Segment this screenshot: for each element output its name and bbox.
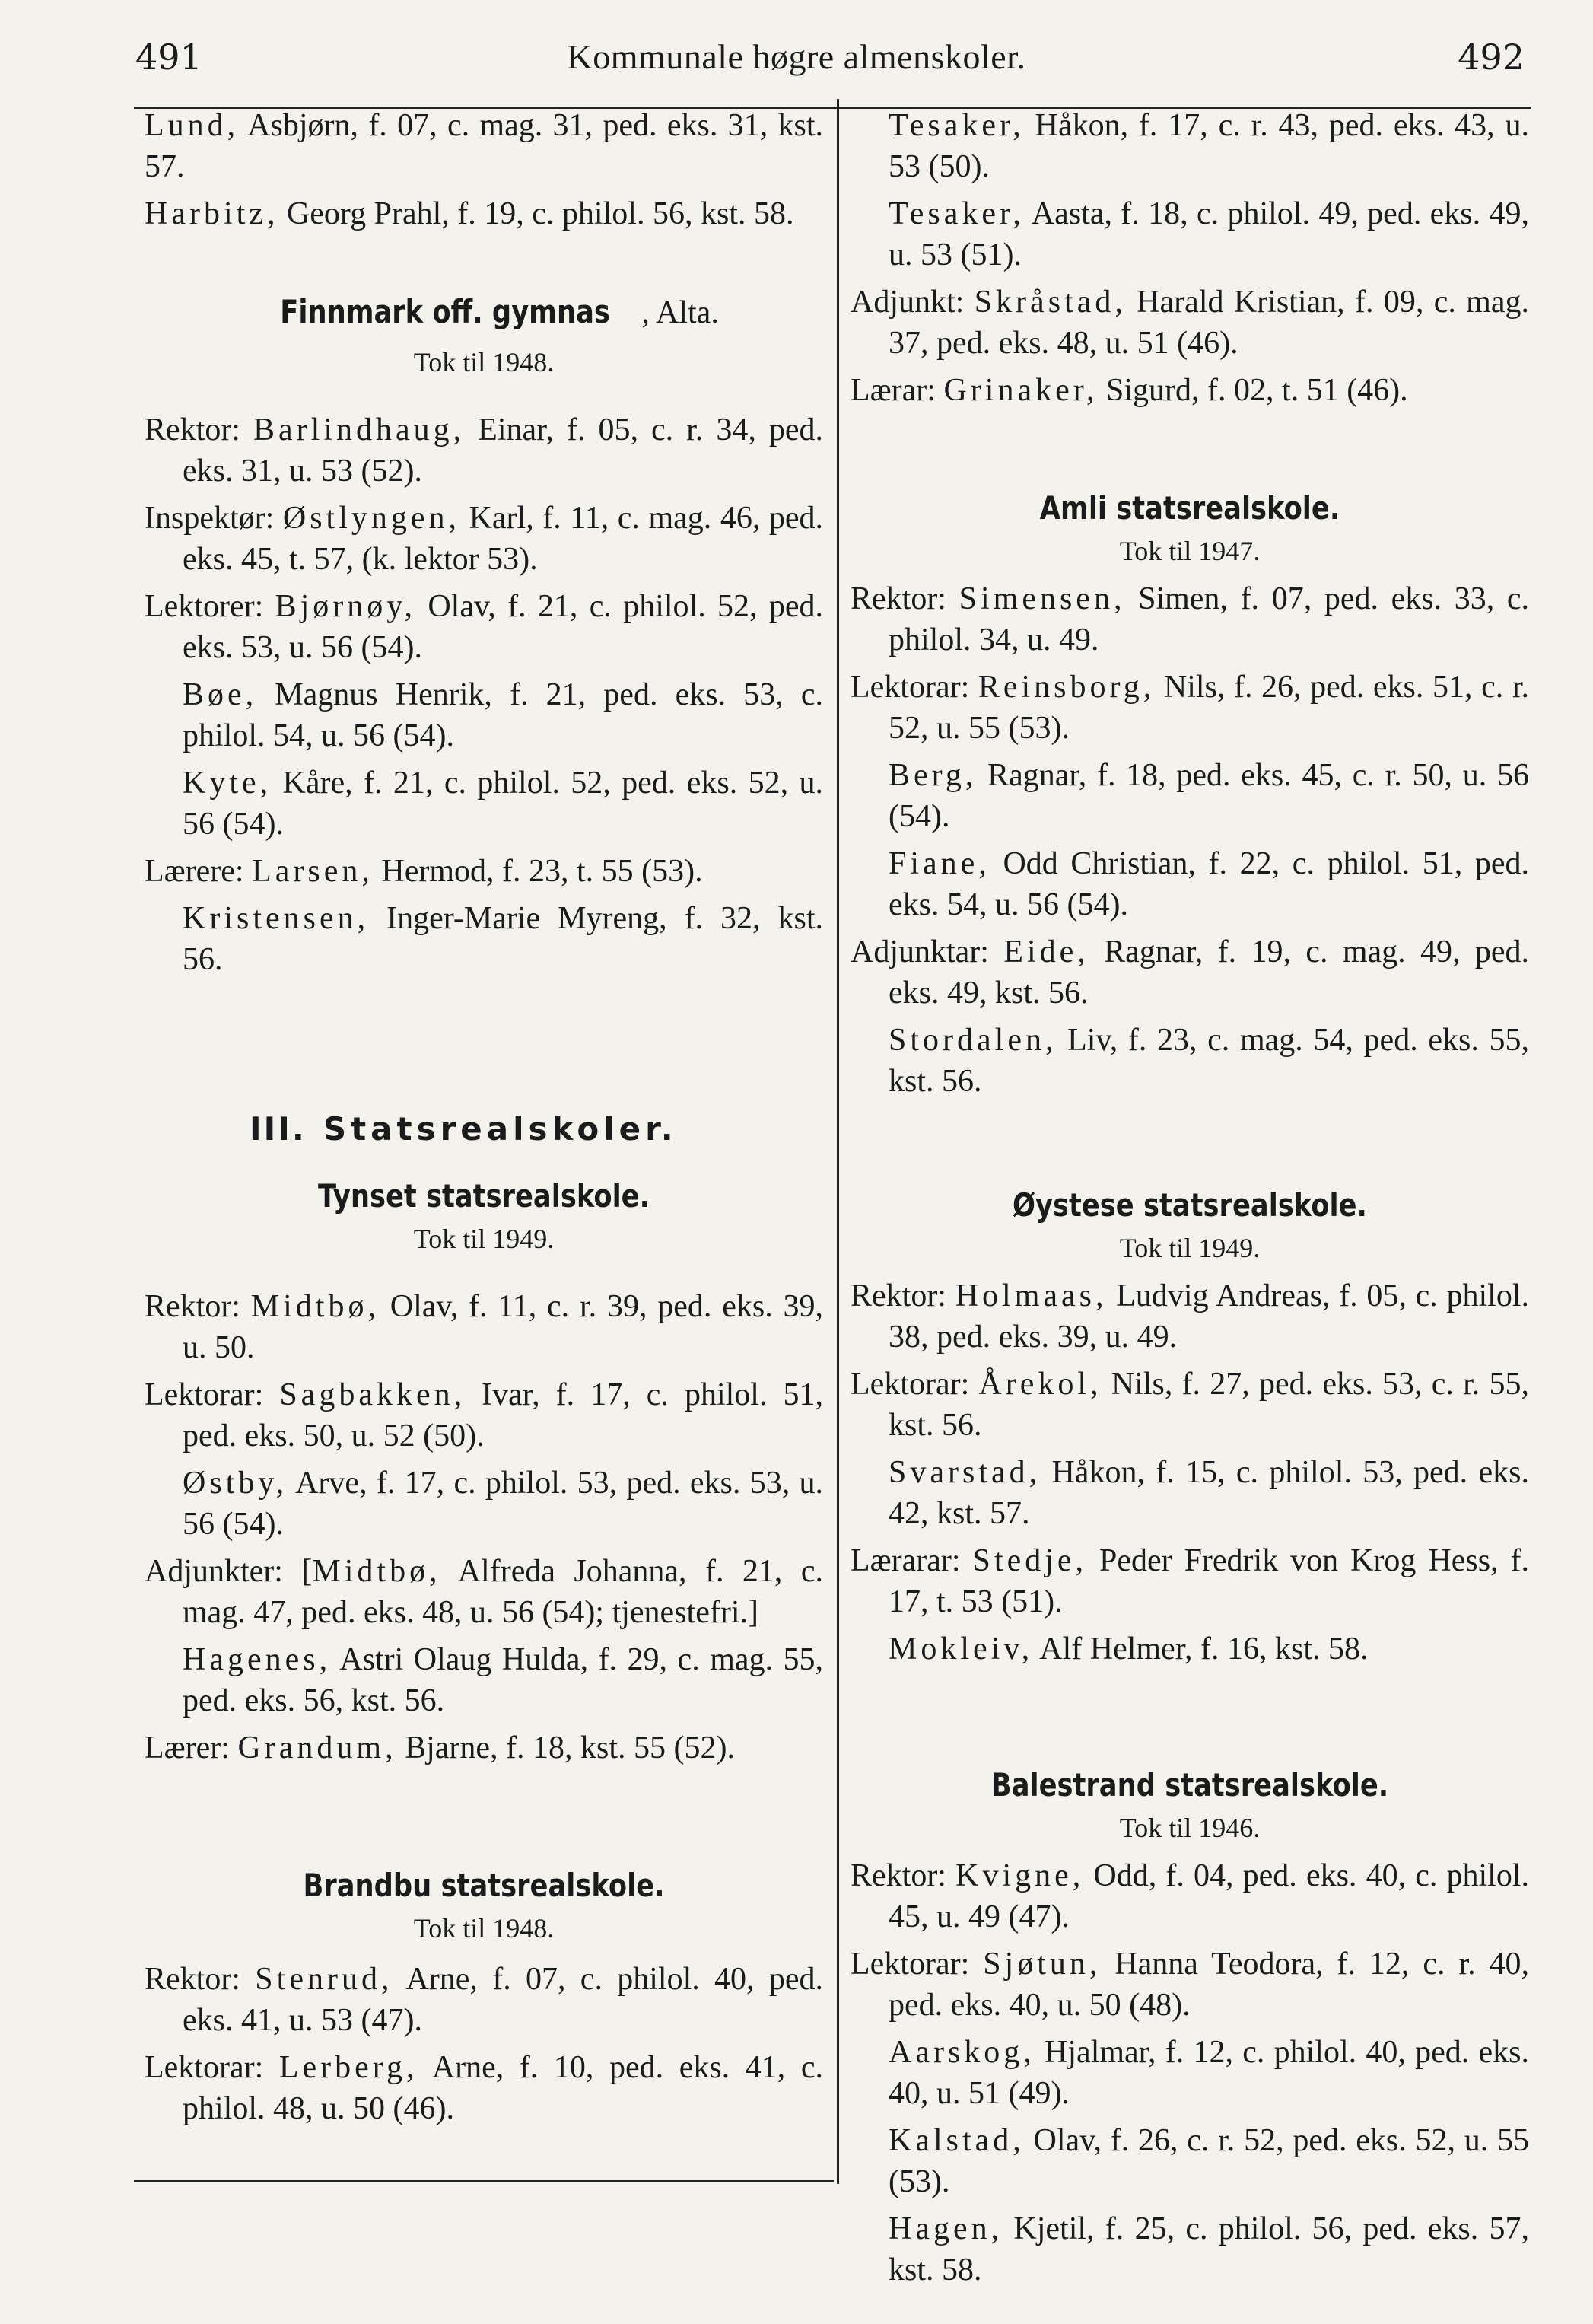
staff-entry xyxy=(851,1275,1529,1358)
entry-surname: Grinaker, xyxy=(943,373,1099,408)
running-title: Kommunale høgre almenskoler. xyxy=(567,37,1026,76)
entry-surname: Fiane, xyxy=(889,846,990,881)
entry-details: Håkon, f. 17, c. r. 43, ped. eks. 43, u. 53 (50). xyxy=(889,108,1529,184)
staff-entry xyxy=(851,193,1529,275)
left-top-entries xyxy=(145,105,823,234)
entry-role: Lektorar: xyxy=(851,1367,979,1402)
staff-entry xyxy=(145,1639,823,1721)
entry-surname: Holmaas, xyxy=(955,1278,1108,1313)
entry-details: Nils, f. 26, ped. eks. 51, c. r. 52, u. 55 (53). xyxy=(889,670,1529,746)
entry-surname: Kvigne, xyxy=(955,1858,1085,1893)
entry-surname: Berg, xyxy=(889,758,978,793)
staff-entry xyxy=(851,282,1529,364)
school-amli xyxy=(851,487,1529,1102)
entry-surname: Midtbø, xyxy=(250,1289,380,1324)
entry-surname: Bøe, xyxy=(183,677,258,712)
entry-role: Rektor: xyxy=(851,581,959,616)
entry-details: Alf Helmer, f. 16, kst. 58. xyxy=(1033,1632,1369,1667)
staff-entry xyxy=(145,1286,823,1368)
page-header xyxy=(0,30,1593,99)
entry-surname: Larsen, xyxy=(252,854,374,889)
entry-details: Magnus Henrik, f. 21, ped. eks. 53, c. philol. 54, u. 56 (54). xyxy=(183,677,823,753)
staff-entry xyxy=(145,1727,823,1768)
entry-details: Asbjørn, f. 07, c. mag. 31, ped. eks. 31, kst. 57. xyxy=(145,108,823,184)
entry-surname: Kristensen, xyxy=(183,901,370,936)
staff-entry xyxy=(851,1364,1529,1446)
entry-role: Lektorar: xyxy=(851,1947,984,1982)
staff-entry xyxy=(145,1959,823,2041)
staff-entry xyxy=(851,370,1529,411)
entry-surname: Stenrud, xyxy=(255,1962,393,1997)
staff-entry xyxy=(851,1855,1529,1937)
tok-til: Tok til 1949. xyxy=(413,1224,555,1254)
entry-details: Sigurd, f. 02, t. 51 (46). xyxy=(1098,373,1408,408)
staff-entry xyxy=(851,1540,1529,1622)
staff-entry xyxy=(145,1463,823,1545)
school-name: Balestrand statsrealskole. xyxy=(990,1766,1389,1803)
entry-role: Rektor: xyxy=(851,1278,955,1313)
entry-details: Astri Olaug Hulda, f. 29, c. mag. 55, ped. eks. 56, kst. 56. xyxy=(183,1642,823,1718)
entry-details: Georg Prahl, f. 19, c. philol. 56, kst. 58. xyxy=(278,196,794,231)
column-divider xyxy=(837,99,839,2184)
entry-role: Adjunkt: xyxy=(851,285,975,320)
entry-details: Kåre, f. 21, c. philol. 52, ped. eks. 52, u. 56 (54). xyxy=(183,766,823,842)
section-title: Statsrealskoler. xyxy=(323,1110,678,1148)
entry-surname: Aarskog, xyxy=(889,2035,1035,2070)
entry-surname: Stordalen, xyxy=(889,1023,1057,1058)
school-place: , Alta. xyxy=(641,295,719,330)
staff-entry xyxy=(851,1020,1529,1102)
entry-role: Lærar: xyxy=(851,373,944,408)
entry-details: Hjalmar, f. 12, c. philol. 40, ped. eks. 40, u. 51 (49). xyxy=(889,2035,1529,2111)
staff-entry xyxy=(145,193,823,234)
staff-list xyxy=(145,1959,823,2129)
page-number-left: 491 xyxy=(135,37,202,78)
staff-entry xyxy=(145,105,823,187)
entry-surname: Mokleiv, xyxy=(889,1632,1034,1667)
school-name: Tynset statsrealskole. xyxy=(317,1177,650,1215)
section-heading xyxy=(145,1108,823,1158)
entry-role: Lærarar: xyxy=(851,1543,973,1578)
entry-surname: Sjøtun, xyxy=(983,1947,1102,1982)
staff-entry xyxy=(851,931,1529,1014)
entry-surname: Årekol, xyxy=(978,1367,1102,1402)
entry-role: Inspektør: xyxy=(145,501,283,536)
entry-details: Odd Christian, f. 22, c. philol. 51, ped. eks. 54, u. 56 (54). xyxy=(889,846,1529,922)
staff-entry xyxy=(145,1374,823,1456)
staff-entry xyxy=(145,1551,823,1633)
staff-entry xyxy=(851,2032,1529,2114)
entry-surname: Kalstad, xyxy=(889,2123,1025,2158)
entry-surname: Eide, xyxy=(1003,934,1089,969)
entry-details: Hanna Teodora, f. 12, c. r. 40, ped. eks. 40, u. 50 (48). xyxy=(889,1947,1530,2023)
staff-entry xyxy=(851,2120,1529,2202)
entry-surname: Barlindhaug, xyxy=(253,412,466,447)
entry-details: Einar, f. 05, c. r. 34, ped. eks. 31, u. 53 (52). xyxy=(183,412,823,489)
school-name: Amli statsrealskole. xyxy=(1039,489,1340,527)
entry-details: Olav, f. 26, c. r. 52, ped. eks. 52, u. 55 (53). xyxy=(889,2123,1529,2199)
entry-details: Ivar, f. 17, c. philol. 51, ped. eks. 50, u. 52 (50). xyxy=(183,1377,823,1453)
entry-details: Ludvig Andreas, f. 05, c. philol. 38, ped. eks. 39, u. 49. xyxy=(889,1278,1529,1355)
entry-details: Kjetil, f. 25, c. philol. 56, ped. eks. 57, kst. 58. xyxy=(889,2211,1529,2287)
staff-entry xyxy=(851,2208,1529,2291)
entry-role: Lektorer: xyxy=(145,589,275,624)
school-finnmark xyxy=(145,291,823,980)
staff-list xyxy=(851,1275,1529,1670)
entry-role: Lektorar: xyxy=(851,670,978,705)
entry-role: Rektor: xyxy=(145,412,254,447)
entry-role: Lærer: xyxy=(145,1730,238,1765)
entry-role: Adjunktar: xyxy=(851,934,1004,969)
entry-role: Lærere: xyxy=(145,854,253,889)
entry-details: Arne, f. 07, c. philol. 40, ped. eks. 41, u. 53 (47). xyxy=(183,1962,824,2038)
entry-surname: Svarstad, xyxy=(889,1455,1041,1490)
entry-surname: Tesaker, xyxy=(889,196,1025,231)
tok-til: Tok til 1948. xyxy=(413,347,555,377)
entry-details: Harald Kristian, f. 09, c. mag. 37, ped. eks. 48, u. 51 (46). xyxy=(889,285,1529,361)
entry-surname: Skråstad, xyxy=(974,285,1127,320)
entry-surname: Sagbakken, xyxy=(279,1377,466,1412)
staff-entry xyxy=(851,578,1529,661)
tok-til: Tok til 1948. xyxy=(413,1913,555,1944)
entry-details: Bjarne, f. 18, kst. 55 (52). xyxy=(396,1730,736,1765)
right-top-entries xyxy=(851,105,1529,411)
entry-surname: Tesaker, xyxy=(889,108,1025,143)
staff-entry xyxy=(851,755,1529,837)
staff-list xyxy=(851,578,1529,1102)
school-brandbu xyxy=(145,1864,823,2129)
entry-surname: Lund, xyxy=(145,108,240,143)
staff-entry xyxy=(145,498,823,580)
section-number: III. xyxy=(250,1110,307,1148)
staff-entry xyxy=(145,898,823,980)
staff-entry xyxy=(145,762,823,845)
entry-details: Odd, f. 04, ped. eks. 40, c. philol. 45, u. 49 (47). xyxy=(889,1858,1529,1934)
entry-details: Hermod, f. 23, t. 55 (53). xyxy=(373,854,703,889)
staff-entry xyxy=(851,1452,1529,1534)
entry-details: Karl, f. 11, c. mag. 46, ped. eks. 45, t. 57, (k. lektor 53). xyxy=(183,501,824,577)
entry-surname: Østlyngen, xyxy=(282,501,461,536)
entry-role: Adjunkter: [ xyxy=(145,1554,313,1589)
entry-surname: Hagenes, xyxy=(183,1642,332,1677)
entry-surname: Grandum, xyxy=(237,1730,397,1765)
entry-details: Aasta, f. 18, c. philol. 49, ped. eks. 49, u. 53 (51). xyxy=(889,196,1529,272)
school-oystese xyxy=(851,1184,1529,1670)
entry-details: Liv, f. 23, c. mag. 54, ped. eks. 55, kst. 56. xyxy=(889,1023,1529,1099)
entry-details: Simen, f. 07, ped. eks. 33, c. philol. 34, u. 49. xyxy=(889,581,1530,657)
entry-surname: Bjørnøy, xyxy=(275,589,417,624)
entry-surname: Lerberg, xyxy=(278,2050,418,2085)
tok-til: Tok til 1947. xyxy=(1119,536,1261,566)
staff-entry xyxy=(851,843,1529,925)
entry-surname: Kyte, xyxy=(183,766,272,801)
entry-details: Nils, f. 27, ped. eks. 53, c. r. 55, kst. 56. xyxy=(889,1367,1529,1443)
tok-til: Tok til 1949. xyxy=(1119,1233,1261,1263)
left-column xyxy=(145,105,823,2135)
staff-entry xyxy=(145,409,823,492)
school-tynset xyxy=(145,1175,823,1768)
bottom-rule xyxy=(134,2180,834,2182)
entry-role: Rektor: xyxy=(145,1289,251,1324)
entry-details: Arne, f. 10, ped. eks. 41, c. philol. 48, u. 50 (46). xyxy=(183,2050,823,2126)
entry-surname: Østby, xyxy=(183,1466,288,1501)
entry-role: Rektor: xyxy=(145,1962,256,1997)
school-name: Finnmark off. gymnas xyxy=(280,293,611,330)
school-name: Brandbu statsrealskole. xyxy=(303,1867,665,1904)
entry-details: Ragnar, f. 18, ped. eks. 45, c. r. 50, u. 56 (54). xyxy=(889,758,1529,834)
entry-details: Arve, f. 17, c. philol. 53, ped. eks. 53, u. 56 (54). xyxy=(183,1466,823,1542)
staff-entry xyxy=(851,1628,1529,1670)
tok-til: Tok til 1946. xyxy=(1119,1813,1261,1843)
entry-details: Håkon, f. 15, c. philol. 53, ped. eks. 42, kst. 57. xyxy=(889,1455,1529,1531)
staff-entry xyxy=(145,2047,823,2129)
entry-details: Ragnar, f. 19, c. mag. 49, ped. eks. 49, kst. 56. xyxy=(889,934,1529,1011)
entry-details: Inger-Marie Myreng, f. 32, kst. 56. xyxy=(183,901,823,977)
staff-list xyxy=(145,409,823,980)
entry-details: Olav, f. 21, c. philol. 52, ped. eks. 53, u. 56 (54). xyxy=(183,589,823,665)
entry-surname: Simensen, xyxy=(959,581,1126,616)
staff-list xyxy=(851,1855,1529,2291)
staff-entry xyxy=(851,105,1529,187)
entry-surname: Midtbø, xyxy=(312,1554,441,1589)
school-name: Øystese statsrealskole. xyxy=(1013,1186,1367,1224)
right-column xyxy=(851,105,1529,2297)
entry-role: Lektorar: xyxy=(145,2050,279,2085)
entry-details: Alfreda Johanna, f. 21, c. mag. 47, ped. eks. 48, u. 56 (54); tjenestefri.] xyxy=(183,1554,824,1630)
entry-role: Lektorar: xyxy=(145,1377,280,1412)
entry-surname: Stedje, xyxy=(972,1543,1088,1578)
entry-surname: Harbitz, xyxy=(145,196,279,231)
staff-entry xyxy=(145,851,823,892)
entry-role: Rektor: xyxy=(851,1858,956,1893)
staff-list xyxy=(145,1286,823,1768)
entry-surname: Reinsborg, xyxy=(978,670,1156,705)
staff-entry xyxy=(851,667,1529,749)
page-number-right: 492 xyxy=(1458,37,1525,78)
entry-surname: Hagen, xyxy=(889,2211,1003,2246)
entry-details: Olav, f. 11, c. r. 39, ped. eks. 39, u. 50. xyxy=(183,1289,824,1365)
staff-entry xyxy=(145,674,823,756)
entry-details: Peder Fredrik von Krog Hess, f. 17, t. 53 (51). xyxy=(889,1543,1529,1619)
staff-entry xyxy=(851,1944,1529,2026)
staff-entry xyxy=(145,586,823,668)
school-balestrand xyxy=(851,1764,1529,2291)
